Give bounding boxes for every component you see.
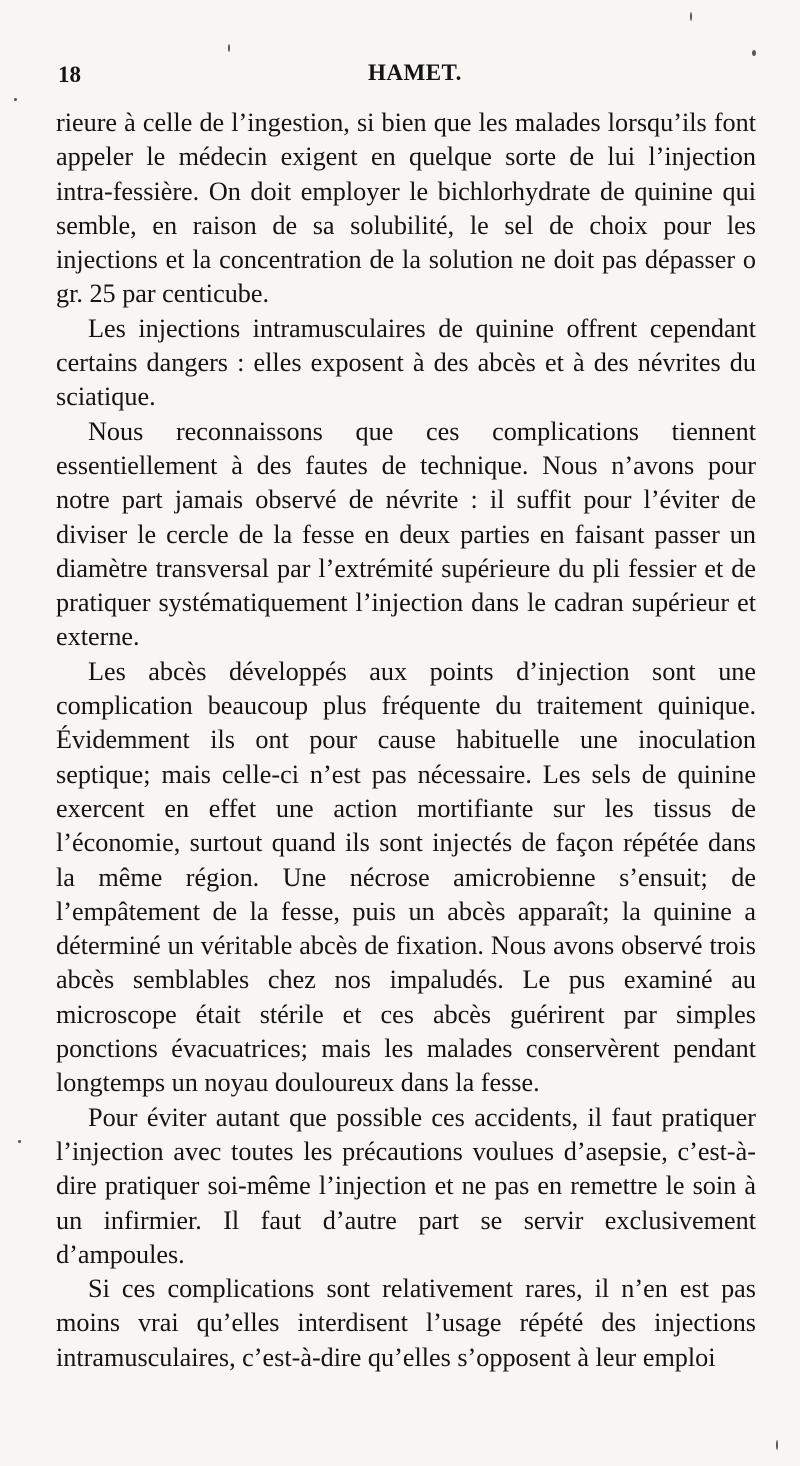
paragraph-6: Si ces complications sont relativement rares, il n’en est pas moins vrai qu’elles interdisent l’usage répété des injections intramusculaires, c’est-à-dire qu’elles s’opposent à leur emploi — [56, 1274, 756, 1372]
paragraph-5: Pour éviter autant que possible ces accidents, il faut pratiquer l’injection avec toutes les précautions voulues d’asepsie, c’est-à-dire pratiquer soi-même l’injection et ne pas en remettre le soin à un infirmier. Il faut d’autre part se servir exclusivement d’ampoules. — [56, 1102, 756, 1269]
scan-speck — [14, 98, 17, 101]
page-number: 18 — [58, 62, 81, 87]
scan-speck — [228, 44, 230, 52]
scan-speck — [18, 1140, 21, 1143]
body-text — [56, 106, 756, 1375]
running-head — [56, 60, 756, 92]
paragraph-4: Les abcès développés aux points d’injection sont une complication beaucoup plus fréquente du traitement quinique. Évidemment ils ont pour cause habituelle une inoculation septique; mais celle-ci n’est pas nécessaire. Les sels de quinine exercent en effet une action mortifiante sur les tissus de l’économie, surtout quand ils sont injectés de façon répétée dans la même région. Une nécrose amicrobienne s’ensuit; de l’empâtement de la fesse, puis un abcès apparaît; la quinine a déterminé un véritable abcès de fixation. Nous avons observé trois abcès semblables chez nos impaludés. Le pus examiné au microscope était stérile et ces abcès guérirent par simples ponctions évacuatrices; mais les malades conservèrent pendant longtemps un noyau douloureux dans la fesse. — [56, 656, 756, 1098]
scan-speck — [690, 12, 692, 21]
scan-speck — [752, 50, 756, 56]
paragraph-2: Les injections intramusculaires de quinine offrent cependant certains dangers : elles exposent à des abcès et à des névrites du sciatique. — [56, 313, 756, 412]
paragraph-1: rieure à celle de l’ingestion, si bien que les malades lorsqu’ils font appeler le médecin exigent en quelque sorte de lui l’injection intra-fessière. On doit employer le bichlorhydrate de quinine qui semble, en raison de sa solubilité, le sel de choix pour les injections et la concentration de la solution ne doit pas dépasser o gr. 25 par centicube. — [56, 108, 756, 309]
paragraph-3: Nous reconnaissons que ces complications tiennent essentiellement à des fautes de technique. Nous n’avons pour notre part jamais observé de névrite : il suffit pour l’éviter de diviser le cercle de la fesse en deux parties en faisant passer un diamètre transversal par l’extrémité supérieure du pli fessier et de pratiquer systématiquement l’injection dans le cadran supérieur et externe. — [56, 416, 756, 652]
running-title: HAMET. — [368, 60, 462, 85]
scan-speck — [776, 1440, 778, 1450]
